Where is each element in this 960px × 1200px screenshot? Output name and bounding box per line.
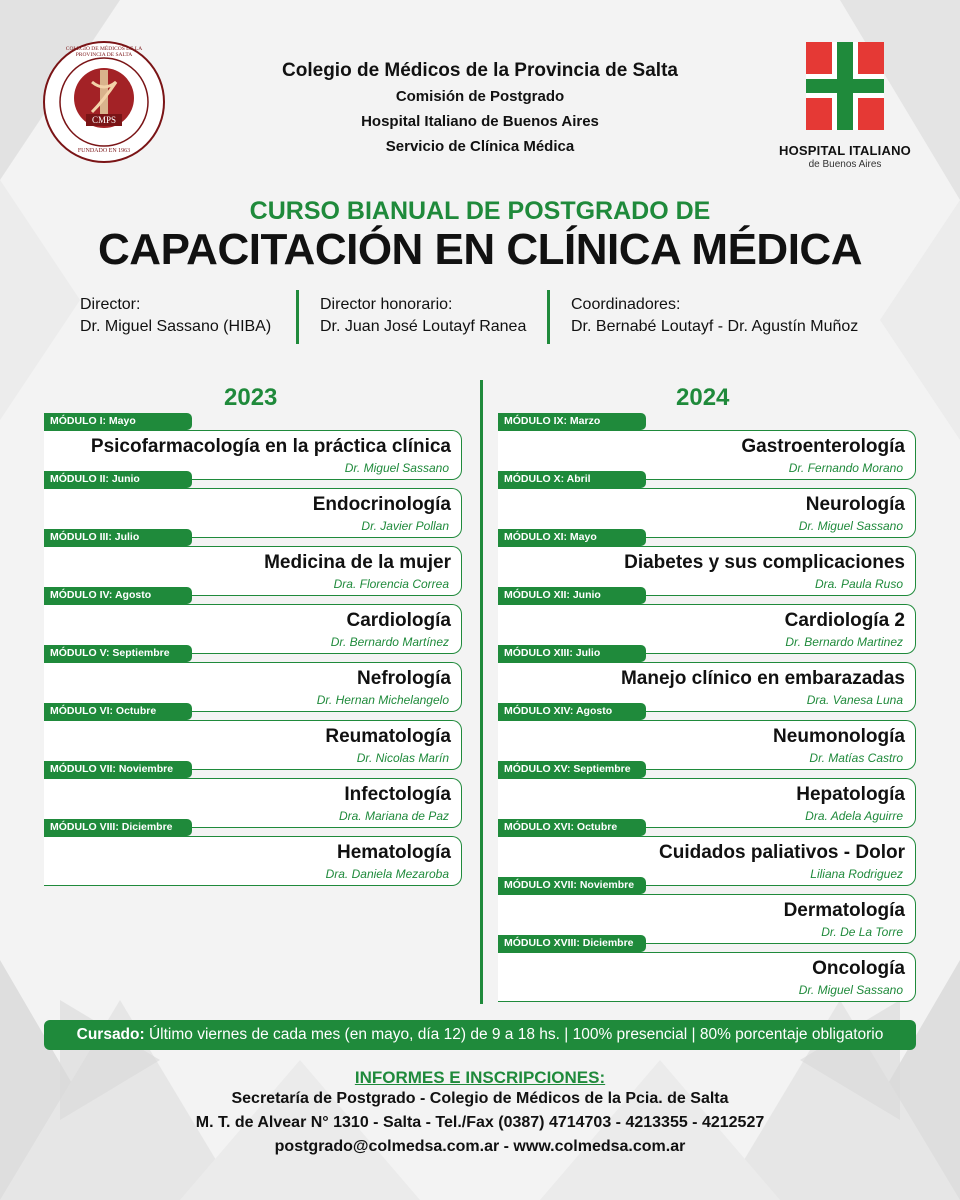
module-professor: Dr. Hernan Michelangelo bbox=[316, 693, 449, 707]
module-professor: Dr. Nicolas Marín bbox=[356, 751, 449, 765]
module-tab: MÓDULO VI: Octubre bbox=[44, 703, 192, 720]
module-professor: Dr. Fernando Morano bbox=[788, 461, 903, 475]
module-tab: MÓDULO XVI: Octubre bbox=[498, 819, 646, 836]
module-tab: MÓDULO I: Mayo bbox=[44, 413, 192, 430]
module-professor: Dra. Daniela Mezaroba bbox=[325, 867, 449, 881]
module-tab: MÓDULO V: Septiembre bbox=[44, 645, 192, 662]
module-title: Oncología bbox=[812, 958, 905, 979]
informes-line-2: M. T. de Alvear N° 1310 - Salta - Tel./Fax (0387) 4714703 - 4213355 - 4212527 bbox=[195, 1114, 765, 1131]
module-professor: Dr. De La Torre bbox=[821, 925, 903, 939]
staff-divider bbox=[547, 290, 550, 344]
cursado-banner bbox=[44, 1020, 916, 1050]
year-2023-heading: 2023 bbox=[224, 384, 278, 411]
informes-line-1: Secretaría de Postgrado - Colegio de Médicos de la Pcia. de Salta bbox=[231, 1090, 729, 1107]
module-professor: Dr. Bernardo Martinez bbox=[785, 635, 903, 649]
module-title: Reumatología bbox=[325, 726, 451, 747]
seal-founded: FUNDADO EN 1963 bbox=[77, 148, 131, 154]
module-title: Dermatología bbox=[783, 900, 905, 921]
module-title: Diabetes y sus complicaciones bbox=[624, 552, 905, 573]
institution-line-3: Hospital Italiano de Buenos Aires bbox=[361, 113, 599, 130]
module-title: Cardiología 2 bbox=[784, 610, 905, 631]
module-title: Hematología bbox=[336, 842, 451, 863]
colegio-seal-logo bbox=[42, 40, 166, 164]
module-title: Endocrinología bbox=[312, 494, 451, 515]
module-professor: Dr. Javier Pollan bbox=[361, 519, 449, 533]
coordinators-names: Dr. Bernabé Loutayf - Dr. Agustín Muñoz bbox=[571, 318, 859, 335]
module-tab: MÓDULO XIV: Agosto bbox=[498, 703, 646, 720]
honorary-director-name: Dr. Juan José Loutayf Ranea bbox=[320, 318, 527, 335]
module-tab: MÓDULO XVII: Noviembre bbox=[498, 877, 646, 894]
module-tab: MÓDULO VIII: Diciembre bbox=[44, 819, 192, 836]
module-tab: MÓDULO XI: Mayo bbox=[498, 529, 646, 546]
module-title: Hepatología bbox=[796, 784, 905, 805]
module-tab: MÓDULO XV: Septiembre bbox=[498, 761, 646, 778]
module-title: Manejo clínico en embarazadas bbox=[620, 668, 905, 689]
hospital-logo-name: HOSPITAL ITALIANO bbox=[779, 143, 911, 158]
module-professor: Dr. Miguel Sassano bbox=[798, 519, 903, 533]
module-title: Psicofarmacología en la práctica clínica bbox=[90, 436, 451, 457]
institution-line-1: Colegio de Médicos de la Provincia de Salta bbox=[282, 60, 678, 81]
column-divider bbox=[480, 380, 483, 1004]
honorary-director-label: Director honorario: bbox=[320, 296, 453, 313]
institution-line-4: Servicio de Clínica Médica bbox=[385, 138, 575, 155]
module-professor: Dra. Adela Aguirre bbox=[805, 809, 903, 823]
coordinators-label: Coordinadores: bbox=[571, 296, 681, 313]
module-tab: MÓDULO IV: Agosto bbox=[44, 587, 192, 604]
seal-initials: CMPS bbox=[91, 115, 117, 125]
module-tab: MÓDULO II: Junio bbox=[44, 471, 192, 488]
module-title: Neurología bbox=[805, 494, 905, 515]
director-block bbox=[80, 294, 271, 338]
module-card bbox=[44, 836, 462, 886]
course-subtitle: CURSO BIANUAL DE POSTGRADO DE bbox=[249, 197, 711, 225]
module-title: Nefrología bbox=[357, 668, 451, 689]
year-2024-heading: 2024 bbox=[676, 384, 730, 411]
module-card bbox=[498, 952, 916, 1002]
module-tab: MÓDULO XII: Junio bbox=[498, 587, 646, 604]
hospital-italiano-logo bbox=[770, 40, 920, 180]
module-professor: Dra. Mariana de Paz bbox=[338, 809, 449, 823]
module-title: Infectología bbox=[344, 784, 451, 805]
informes-title: INFORMES E INSCRIPCIONES: bbox=[354, 1068, 606, 1087]
module-title: Gastroenterología bbox=[741, 436, 905, 457]
coordinators-block bbox=[571, 294, 858, 338]
director-name: Dr. Miguel Sassano (HIBA) bbox=[80, 318, 272, 335]
module-tab: MÓDULO XIII: Julio bbox=[498, 645, 646, 662]
module-professor: Dr. Miguel Sassano bbox=[798, 983, 903, 997]
institution-line-2: Comisión de Postgrado bbox=[395, 88, 565, 105]
module-tab: MÓDULO IX: Marzo bbox=[498, 413, 646, 430]
module-professor: Dr. Bernardo Martínez bbox=[330, 635, 449, 649]
module-tab: MÓDULO III: Julio bbox=[44, 529, 192, 546]
module-professor: Dra. Vanesa Luna bbox=[806, 693, 903, 707]
cursado-text: Último viernes de cada mes (en mayo, día 12) de 9 a 18 hs. | 100% presencial | 80% porcentaje obligatorio bbox=[148, 1026, 884, 1043]
module-professor: Dra. Florencia Correa bbox=[333, 577, 449, 591]
module-tab: MÓDULO XVIII: Diciembre bbox=[498, 935, 646, 952]
module-professor: Dr. Miguel Sassano bbox=[344, 461, 449, 475]
module-title: Cardiología bbox=[346, 610, 451, 631]
module-title: Neumonología bbox=[773, 726, 905, 747]
module-title: Cuidados paliativos - Dolor bbox=[659, 842, 905, 863]
module-professor: Liliana Rodriguez bbox=[810, 867, 903, 881]
honorary-director-block bbox=[320, 294, 526, 338]
module-tab: MÓDULO VII: Noviembre bbox=[44, 761, 192, 778]
informes-contact: postgrado@colmedsa.com.ar - www.colmedsa.com.ar bbox=[274, 1138, 686, 1155]
hospital-logo-sub: de Buenos Aires bbox=[808, 159, 882, 170]
staff-divider bbox=[296, 290, 299, 344]
module-tab: MÓDULO X: Abril bbox=[498, 471, 646, 488]
seal-ring-text: COLEGIO DE MÉDICOS DE LA PROVINCIA DE SALTA bbox=[65, 46, 143, 58]
module-title: Medicina de la mujer bbox=[264, 552, 451, 573]
director-label: Director: bbox=[80, 296, 141, 313]
module-professor: Dr. Matías Castro bbox=[809, 751, 903, 765]
module-professor: Dra. Paula Ruso bbox=[814, 577, 903, 591]
course-title: CAPACITACIÓN EN CLÍNICA MÉDICA bbox=[98, 225, 862, 274]
cursado-label: Cursado: bbox=[76, 1026, 145, 1043]
hospital-cross-icon bbox=[804, 40, 886, 132]
